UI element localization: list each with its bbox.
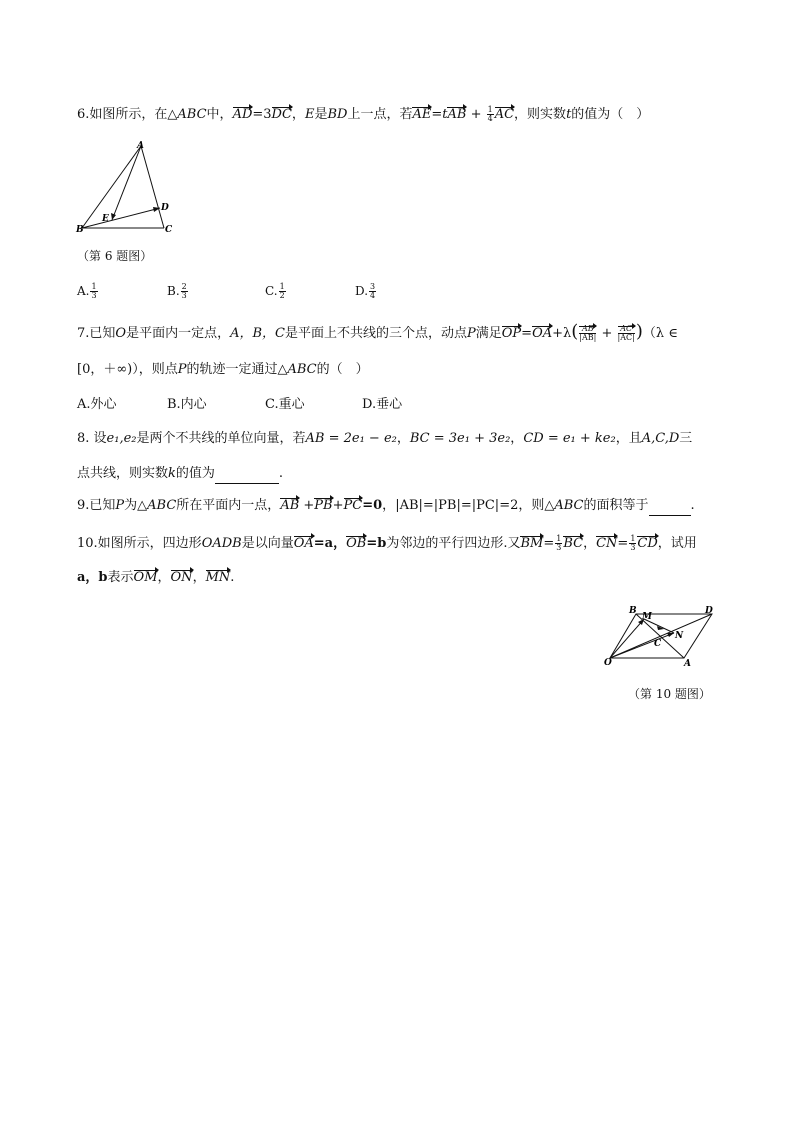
vector-bc-expr: BC = 3e₁ + 3e₂ <box>409 431 511 446</box>
q6-option-d[interactable]: D. $\frac{3}{4}$ <box>355 282 376 300</box>
question-10-line2: a，b表示OM，ON，MN. <box>77 570 235 585</box>
vector-oa-q10: OA <box>293 536 314 551</box>
answer-blank-9[interactable] <box>649 497 691 516</box>
label-n: N <box>675 631 684 641</box>
q7-option-a[interactable]: A.外心 <box>77 397 117 412</box>
vector-bm: BM <box>520 536 544 551</box>
fraction-one-quarter: $\frac{1}{4}$ <box>487 105 493 123</box>
vector-ab: AB <box>447 107 467 122</box>
figure-10-parallelogram <box>598 602 722 668</box>
vector-pb: PB <box>314 498 333 513</box>
question-10-stem: 10.如图所示，四边形OADB是以向量OA=a，OB=b为邻边的平行四边形.又BM= $\frac{1}{3}$ BC，CN= $\frac{1}{3}$ CD，试用 <box>77 534 697 552</box>
label-m: M <box>642 612 652 622</box>
vector-om: OM <box>133 570 158 585</box>
label-e: E <box>102 214 109 224</box>
q6-option-a[interactable]: A. $\frac{1}{3}$ <box>77 282 97 300</box>
label-a: A <box>137 141 144 151</box>
label-b-q10: B <box>629 606 637 616</box>
vector-ad: AD <box>232 107 253 122</box>
figure-6-caption: （第 6 题图） <box>77 249 153 263</box>
vector-mn: MN <box>205 570 231 585</box>
answer-blank-8[interactable] <box>215 465 279 484</box>
vector-ab-q9: AB <box>280 498 300 513</box>
vector-ab-expr: AB = 2e₁ − e₂ <box>305 431 397 446</box>
question-7-stem: 7.已知O是平面内一定点，A，B，C是平面上不共线的三个点，动点P满足OP=OA+λ( $\frac{AB}{|AB|}$ + $\frac{AC}{|AC|}$ )（λ ∈ <box>77 321 678 342</box>
vector-bc-q10: BC <box>563 536 584 551</box>
vector-ae: AE <box>412 107 432 122</box>
unit-vectors: e₁,e₂ <box>106 431 137 446</box>
q7-option-d[interactable]: D.垂心 <box>362 397 403 412</box>
label-d: D <box>161 203 169 213</box>
question-7-line2: [0，＋∞)），则点P的轨迹一定通过△ABC的（ ） <box>77 362 369 377</box>
label-a-q10: A <box>684 659 691 668</box>
fraction-ac-unit: $\frac{AC}{|AC|}$ <box>617 324 635 342</box>
label-o: O <box>604 658 612 668</box>
vector-pc: PC <box>343 498 363 513</box>
q6-option-c[interactable]: C. $\frac{1}{2}$ <box>265 282 285 300</box>
vector-oa: OA <box>532 326 553 341</box>
vector-cn: CN <box>596 536 618 551</box>
vector-ob: OB <box>346 536 367 551</box>
fraction-one-third-b: $\frac{1}{3}$ <box>630 534 636 552</box>
label-b: B <box>76 225 84 235</box>
vector-ac: AC <box>494 107 515 122</box>
q7-option-c[interactable]: C.重心 <box>265 397 305 412</box>
question-9-stem: 9.已知P为△ABC所在平面内一点，AB +PB+PC=0，|AB|=|PB|=|PC|=2，则△ABC的面积等于 . <box>77 497 695 516</box>
vector-dc: DC <box>271 107 292 122</box>
label-d-q10: D <box>705 606 713 616</box>
figure-10-caption: （第 10 题图） <box>628 687 711 701</box>
question-8-line2: 点共线，则实数k的值为 . <box>77 465 283 484</box>
figure-6-triangle <box>72 138 182 238</box>
vector-on: ON <box>170 570 193 585</box>
q6-option-b[interactable]: B. $\frac{2}{3}$ <box>167 282 187 300</box>
fraction-ab-unit: $\frac{AB}{|AB|}$ <box>579 324 597 342</box>
label-c-q10: C <box>654 639 662 649</box>
question-8-stem: 8. 设e₁,e₂是两个不共线的单位向量，若AB = 2e₁ − e₂，BC = 3e₁ + 3e₂，CD = e₁ + ke₂，且A,C,D三 <box>77 431 693 446</box>
fraction-one-third-a: $\frac{1}{3}$ <box>556 534 562 552</box>
label-c: C <box>165 225 173 235</box>
vector-cd-expr: CD = e₁ + ke₂ <box>523 431 616 446</box>
vector-op: OP <box>501 326 522 341</box>
question-6-stem: 6.如图所示，在△ABC中，AD=3DC，E是BD上一点，若AE=tAB + $\frac{1}{4}$ AC，则实数t的值为（ ） <box>77 105 650 123</box>
q7-option-b[interactable]: B.内心 <box>167 397 207 412</box>
vector-cd-q10: CD <box>637 536 658 551</box>
